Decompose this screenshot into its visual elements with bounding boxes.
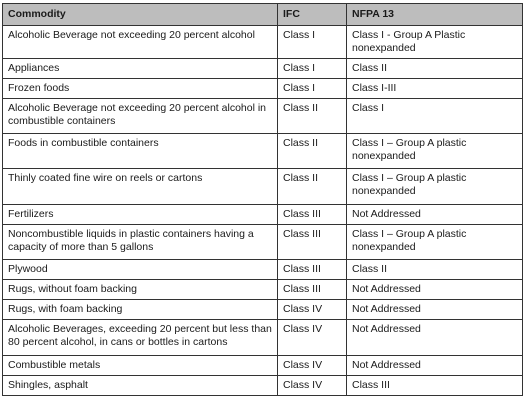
cell-ifc: Class IV: [278, 376, 347, 396]
table-row: [3, 59, 523, 79]
table-row: [3, 356, 523, 376]
commodity-classification-table: [2, 3, 523, 396]
cell-commodity: Fertilizers: [3, 205, 278, 225]
cell-ifc: Class III: [278, 225, 347, 260]
table-row: [3, 376, 523, 396]
cell-ifc: Class IV: [278, 320, 347, 356]
cell-nfpa13: Class I-III: [347, 79, 523, 99]
cell-ifc: Class II: [278, 99, 347, 134]
cell-ifc: Class III: [278, 205, 347, 225]
cell-commodity: Alcoholic Beverage not exceeding 20 percent alcohol: [3, 26, 278, 59]
table-row: [3, 260, 523, 280]
cell-commodity: Shingles, asphalt: [3, 376, 278, 396]
table-row: [3, 134, 523, 169]
cell-commodity: Alcoholic Beverage not exceeding 20 percent alcohol in combustible containers: [3, 99, 278, 134]
header-commodity: Commodity: [3, 4, 278, 26]
cell-nfpa13: Class II: [347, 260, 523, 280]
cell-commodity: Plywood: [3, 260, 278, 280]
cell-nfpa13: Class I – Group A plastic nonexpanded: [347, 225, 523, 260]
cell-ifc: Class IV: [278, 300, 347, 320]
cell-commodity: Frozen foods: [3, 79, 278, 99]
table-row: [3, 320, 523, 356]
cell-ifc: Class II: [278, 169, 347, 205]
cell-ifc: Class III: [278, 280, 347, 300]
table-row: [3, 169, 523, 205]
table-row: [3, 79, 523, 99]
header-row: [3, 4, 523, 26]
cell-nfpa13: Class I – Group A plastic nonexpanded: [347, 169, 523, 205]
cell-ifc: Class IV: [278, 356, 347, 376]
cell-ifc: Class I: [278, 79, 347, 99]
cell-nfpa13: Class II: [347, 59, 523, 79]
table-row: [3, 205, 523, 225]
cell-commodity: Thinly coated fine wire on reels or cartons: [3, 169, 278, 205]
cell-nfpa13: Not Addressed: [347, 356, 523, 376]
cell-ifc: Class III: [278, 260, 347, 280]
cell-commodity: Foods in combustible containers: [3, 134, 278, 169]
cell-nfpa13: Class III: [347, 376, 523, 396]
table-row: [3, 99, 523, 134]
cell-ifc: Class I: [278, 26, 347, 59]
cell-ifc: Class II: [278, 134, 347, 169]
cell-commodity: Alcoholic Beverages, exceeding 20 percent but less than 80 percent alcohol, in cans or bottles in cartons: [3, 320, 278, 356]
cell-nfpa13: Class I - Group A Plastic nonexpanded: [347, 26, 523, 59]
table-row: [3, 225, 523, 260]
cell-nfpa13: Class I – Group A plastic nonexpanded: [347, 134, 523, 169]
cell-commodity: Combustible metals: [3, 356, 278, 376]
table-row: [3, 300, 523, 320]
cell-nfpa13: Not Addressed: [347, 280, 523, 300]
table-row: [3, 280, 523, 300]
table-row: [3, 26, 523, 59]
cell-nfpa13: Not Addressed: [347, 205, 523, 225]
cell-nfpa13: Not Addressed: [347, 320, 523, 356]
header-nfpa13: NFPA 13: [347, 4, 523, 26]
cell-commodity: Noncombustible liquids in plastic containers having a capacity of more than 5 gallons: [3, 225, 278, 260]
cell-ifc: Class I: [278, 59, 347, 79]
cell-nfpa13: Class I: [347, 99, 523, 134]
cell-nfpa13: Not Addressed: [347, 300, 523, 320]
cell-commodity: Appliances: [3, 59, 278, 79]
cell-commodity: Rugs, with foam backing: [3, 300, 278, 320]
header-ifc: IFC: [278, 4, 347, 26]
cell-commodity: Rugs, without foam backing: [3, 280, 278, 300]
